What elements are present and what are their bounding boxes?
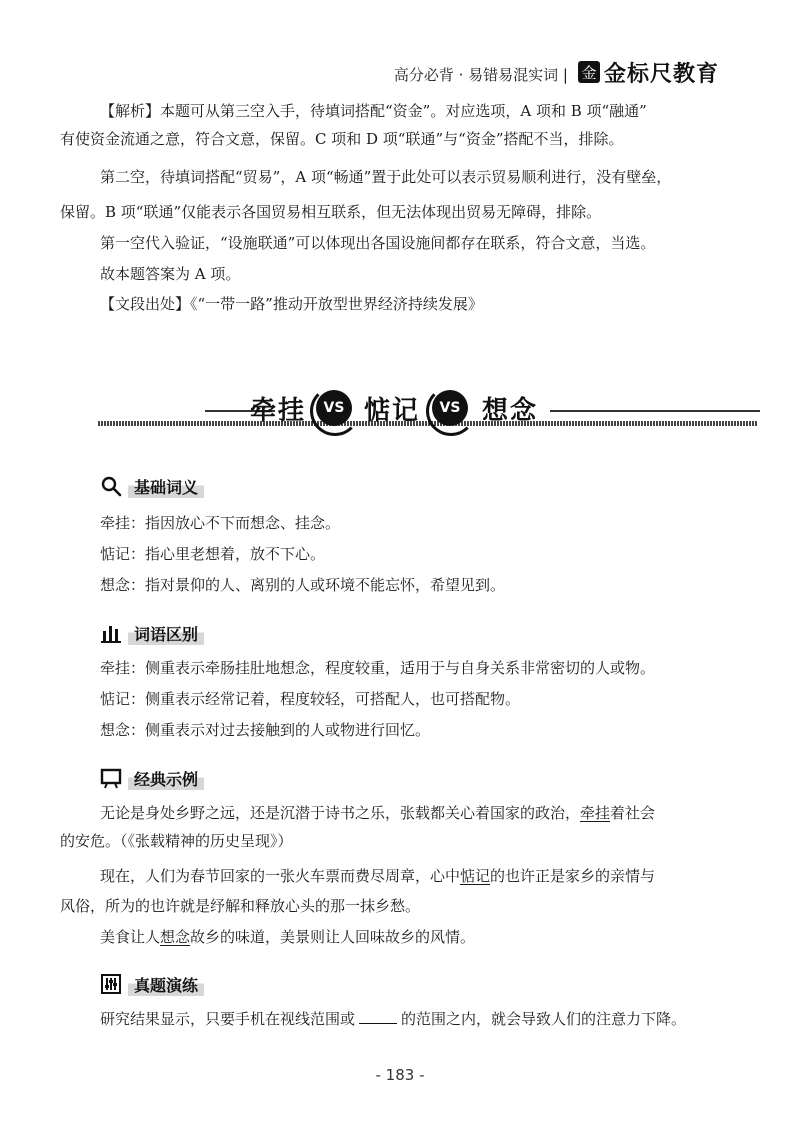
example-2-text-a: 现在，人们为春节回家的一张火车票而费尽周章，心中	[100, 867, 461, 885]
diff-item-3: 想念：侧重表示对过去接触到的人或物进行回忆。	[100, 721, 431, 739]
page-number: - 183 -	[375, 1066, 425, 1084]
example-3-keyword: 想念	[160, 928, 191, 946]
example-3-text-a: 美食让人	[100, 928, 161, 946]
analysis-line-4: 保留。B 项“联通”仅能表示各国贸易相互联系，但无法体现出贸易无障碍，排除。	[60, 203, 602, 221]
section-title-basic: 基础词义	[128, 475, 204, 498]
analysis-line-5: 第一空代入验证，“设施联通”可以体现出各国设施间都存在联系，符合文意，当选。	[100, 234, 656, 252]
blackboard-icon	[100, 767, 122, 789]
source-line	[100, 293, 483, 314]
example-2-line-1	[100, 865, 655, 886]
analysis-line-1-text: 本题可从第三空入手，待填词搭配“资金”。对应选项，A 项和 B 项“融通”	[160, 102, 647, 120]
banner-rule-right	[550, 410, 760, 412]
example-1-line-2: 的安危。（《张载精神的历史呈现》）	[60, 832, 293, 850]
vs-badge-1: VS	[316, 390, 352, 426]
brand-name: 金标尺教育	[604, 61, 720, 87]
diff-item-2: 惦记：侧重表示经常记着，程度较轻，可搭配人，也可搭配物。	[100, 690, 521, 708]
sliders-icon	[100, 973, 122, 995]
example-1-text-a: 无论是身处乡野之远，还是沉潜于诗书之乐，张载都关心着国家的政治，	[100, 804, 581, 822]
example-3-text-b: 故乡的味道，美景则让人回味故乡的风情。	[190, 928, 476, 946]
banner-word-1: 牵挂	[250, 396, 307, 426]
analysis-line-6: 故本题答案为 A 项。	[100, 265, 241, 283]
example-2-keyword: 惦记	[460, 867, 491, 885]
example-1-keyword: 牵挂	[580, 804, 611, 822]
basic-item-1: 牵挂：指因放心不下而想念、挂念。	[100, 514, 341, 532]
example-2-text-b: 的也许正是家乡的亲情与	[490, 867, 656, 885]
header-title: 高分必背 · 易错易混实词 |	[393, 66, 568, 84]
example-1-text-b: 着社会	[610, 804, 656, 822]
search-icon	[100, 475, 122, 497]
bar-chart-icon	[100, 622, 122, 644]
brand-logo	[578, 58, 719, 86]
source-title: 《“一带一路”推动开放型世界经济持续发展》	[190, 295, 483, 313]
banner-word-3: 想念	[482, 396, 539, 426]
section-title-practice: 真题演练	[128, 973, 204, 996]
practice-blank	[359, 1009, 397, 1024]
analysis-line-2: 有使资金流通之意，符合文意，保留。C 项和 D 项“联通”与“资金”搭配不当，排除。	[60, 130, 624, 148]
banner-word-2: 惦记	[364, 396, 421, 426]
example-3-line	[100, 926, 475, 947]
example-1-line-1	[100, 802, 655, 823]
section-title-examples: 经典示例	[128, 767, 204, 790]
analysis-line-3: 第二空，待填词搭配“贸易”，A 项“畅通”置于此处可以表示贸易顺利进行，没有壁垒，	[100, 168, 672, 186]
brand-logo-icon: 金	[578, 61, 600, 83]
diff-item-1: 牵挂：侧重表示牵肠挂肚地想念，程度较重，适用于与自身关系非常密切的人或物。	[100, 659, 656, 677]
practice-question	[100, 1008, 686, 1029]
example-2-line-2: 风俗，所为的也许就是纾解和释放心头的那一抹乡愁。	[60, 897, 421, 915]
basic-item-3: 想念：指对景仰的人、离别的人或环境不能忘怀，希望见到。	[100, 576, 506, 594]
practice-question-text-b: 的范围之内，就会导致人们的注意力下降。	[401, 1010, 687, 1028]
basic-item-2: 惦记：指心里老想着，放不下心。	[100, 545, 326, 563]
source-label: 【文段出处】	[100, 295, 191, 313]
vs-badge-2: VS	[432, 390, 468, 426]
analysis-line-1	[100, 100, 647, 121]
practice-question-text-a: 研究结果显示，只要手机在视线范围或	[100, 1010, 356, 1028]
analysis-label: 【解析】	[100, 102, 161, 120]
section-title-diff: 词语区别	[128, 622, 204, 645]
